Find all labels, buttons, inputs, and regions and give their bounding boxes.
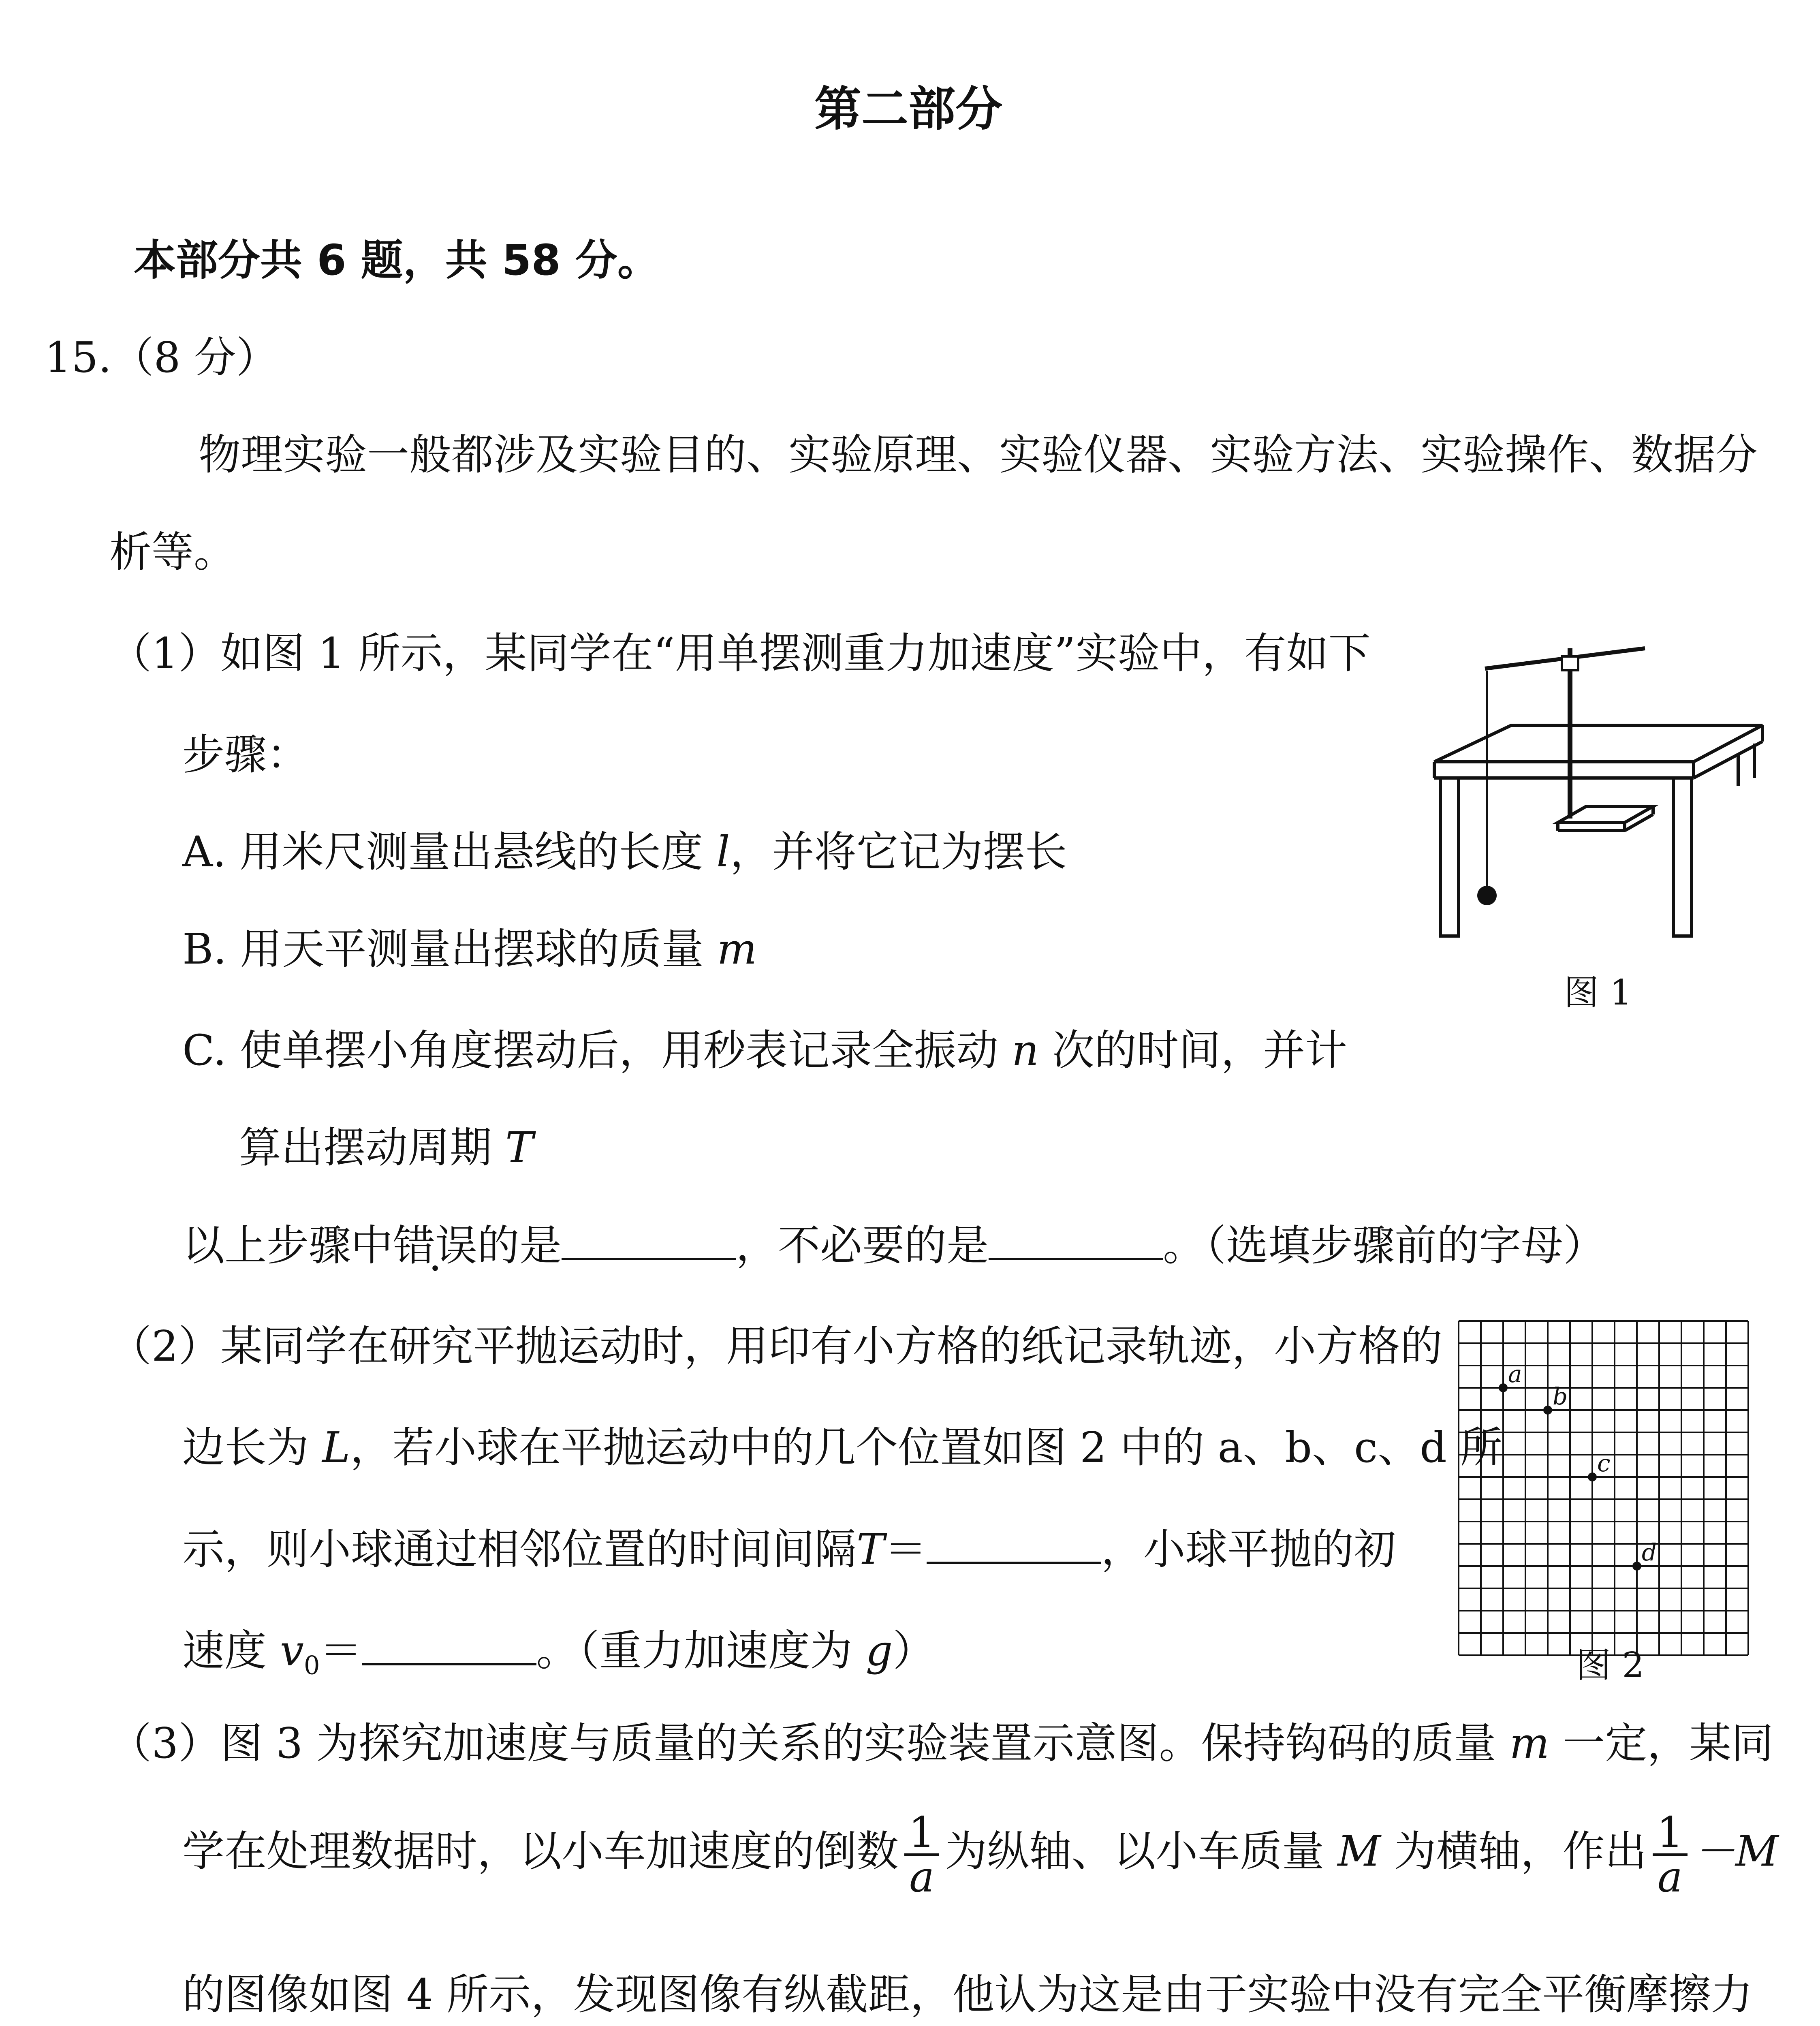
part2-line4: 速度 $v_0=$ 。（重力加速度为 g） [182,1625,935,1681]
question-lead-line1: 物理实验一般都涉及实验目的、实验原理、实验仪器、实验方法、实验操作、数据分 [199,430,1758,479]
pendulum-bob [1477,886,1497,905]
trajectory-point-a [1499,1383,1508,1392]
part2-line1: （2）某同学在研究平抛运动时，用印有小方格的纸记录轨迹，小方格的 [109,1321,1443,1371]
part3-line2: 学在处理数据时，以小车加速度的倒数 $\frac{1}{a}$ 为纵轴、以小车质量 M 为横轴，作出 $\frac{1}{a}$ －M [182,1808,1779,1902]
part2-line3: 示，则小球通过相邻位置的时间间隔T＝ ，小球平抛的初 [182,1524,1396,1575]
fraction-one-over-a-2: $\frac{1}{a}$ [1653,1811,1688,1898]
question-number: 15.（8 分） [45,333,278,382]
trajectory-point-d [1632,1562,1641,1571]
part1-line1: （1）如图 1 所示，某同学在“用单摆测重力加速度”实验中，有如下 [109,628,1371,678]
question-lead-line2: 析等。 [109,527,236,577]
answer-blank-wrong[interactable] [562,1220,736,1260]
part1-question: 以上步骤中错误的是 ，不必要的是 。（选填步骤前的字母） [182,1220,1605,1271]
part3-line1: （3）图 3 为探究加速度与质量的关系的实验装置示意图。保持钩码的质量 m 一定，某同 [109,1718,1774,1768]
figure1-pendulum [1430,632,1767,940]
emphasis-wrong: 错误 [393,1220,478,1270]
answer-blank-initial-velocity[interactable] [362,1625,536,1665]
part2-line2: 边长为 L，若小球在平抛运动中的几个位置如图 2 中的 a、b、c、d 所 [182,1423,1502,1472]
step-a: A. 用米尺测量出悬线的长度 l，并将它记为摆长 [182,827,1067,876]
figure2-grid [1459,1321,1750,1656]
trajectory-point-label-c: c [1597,1449,1611,1477]
trajectory-point-label-b: b [1553,1383,1568,1410]
figure2-caption: 图 2 [1576,1645,1645,1686]
step-b: B. 用天平测量出摆球的质量 m [182,924,757,974]
trajectory-point-label-d: d [1642,1539,1657,1566]
fraction-one-over-a: $\frac{1}{a}$ [904,1811,939,1898]
section-intro: 本部分共 6 题，共 58 分。 [134,235,660,285]
trajectory-point-label-a: a [1508,1360,1522,1388]
trajectory-point-b [1543,1406,1552,1415]
answer-blank-unnecessary[interactable] [989,1220,1163,1260]
step-c-line2: 算出摆动周期 T [239,1123,534,1172]
answer-blank-time-interval[interactable] [927,1524,1101,1564]
section-title: 第二部分 [814,82,1002,137]
step-c: C. 使单摆小角度摆动后，用秒表记录全振动 n 次的时间，并计 [182,1026,1348,1075]
figure1-caption: 图 1 [1564,972,1632,1013]
part1-line2: 步骤： [182,730,309,779]
trajectory-point-c [1588,1472,1597,1481]
part3-line3: 的图像如图 4 所示，发现图像有纵截距，他认为这是由于实验中没有完全平衡摩擦力 [182,1970,1753,2019]
